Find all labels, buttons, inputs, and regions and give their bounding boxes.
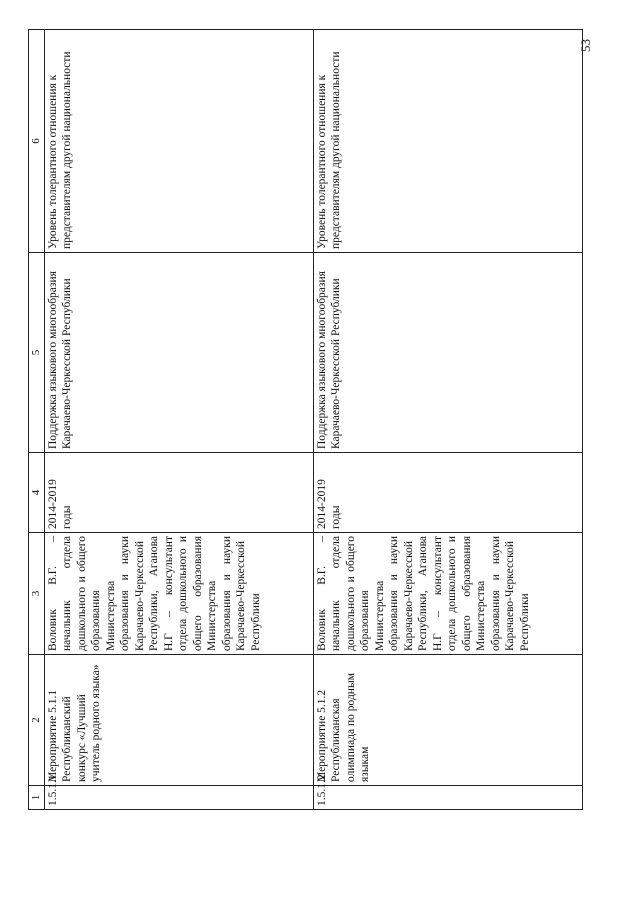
result-cell: Поддержка языкового многообразия Карачаево-Черкесской Республики: [313, 253, 582, 453]
row-number-cell: 1.5.1.2: [313, 786, 582, 810]
row-number-cell: 1.5.1.1: [44, 786, 313, 810]
table-row: [44, 30, 313, 810]
period-cell: 2014-2019 годы: [44, 453, 313, 533]
period-cell: 2014-2019 годы: [313, 453, 582, 533]
header-cell-1: 1: [29, 786, 45, 810]
document-table-rotated: [28, 30, 588, 810]
executor-cell: Воловик В.Г. – начальник отдела дошкольного и общего образования Министерства образования и науки Карачаево-Черкесской Республики, Аганова Н.Г – консультант отдела дошкольного и общего образования Министерства образования и науки Карачаево-Черкесской Республики: [44, 533, 313, 655]
result-cell: Поддержка языкового многообразия Карачаево-Черкесской Республики: [44, 253, 313, 453]
measures-table: [28, 29, 583, 810]
executor-cell: Воловик В.Г. – начальник отдела дошкольного и общего образования Министерства образования и науки Карачаево-Черкесской Республики, Аганова Н.Г – консультант отдела дошкольного и общего образования Министерства образования и науки Карачаево-Черкесской Республики: [313, 533, 582, 655]
event-cell: Мероприятие 5.1.1 Республиканский конкурс «Лучший учитель родного языка»: [44, 655, 313, 786]
header-cell-6: 6: [29, 30, 45, 253]
event-cell: Мероприятие 5.1.2 Республиканская олимпиада по родным языкам: [313, 655, 582, 786]
header-cell-5: 5: [29, 253, 45, 453]
header-cell-2: 2: [29, 655, 45, 786]
indicator-cell: Уровень толерантного отношения к представителям другой национальности: [44, 30, 313, 253]
page-number: 53: [578, 39, 593, 52]
indicator-cell: Уровень толерантного отношения к представителям другой национальности: [313, 30, 582, 253]
header-cell-3: 3: [29, 533, 45, 655]
table-header-row: [29, 30, 45, 810]
header-cell-4: 4: [29, 453, 45, 533]
table-row: [313, 30, 582, 810]
